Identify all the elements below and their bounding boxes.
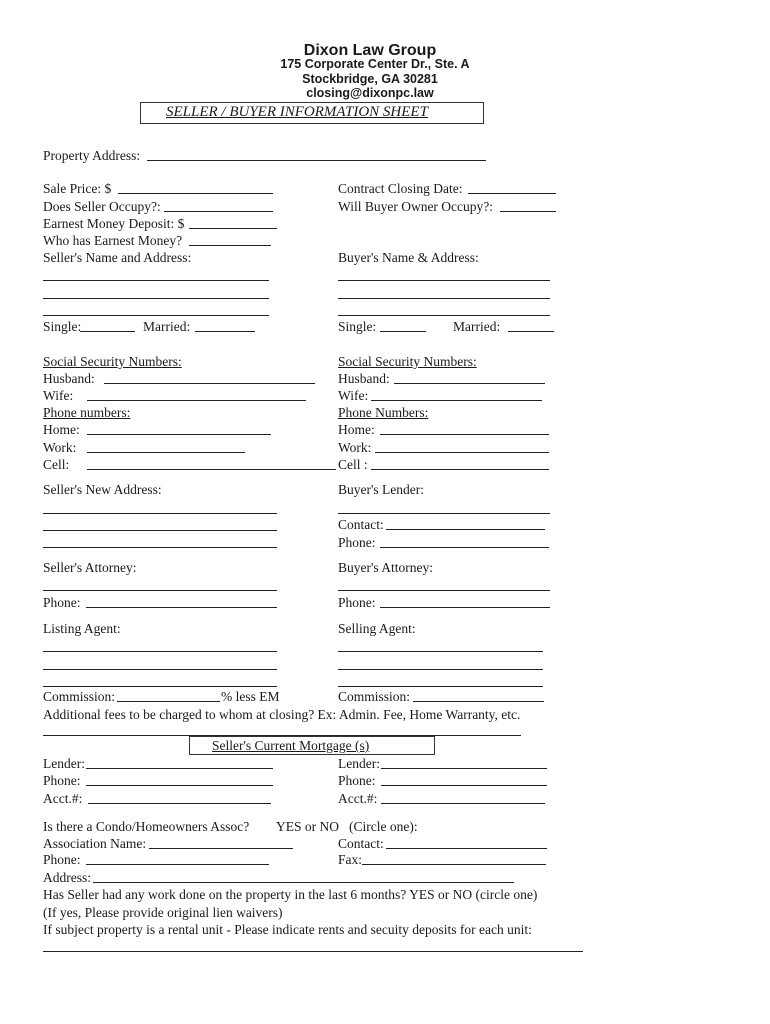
association-contact-field[interactable]	[386, 848, 547, 849]
association-fax-label: Fax:	[338, 852, 363, 867]
seller-name-address-label: Seller's Name and Address:	[43, 250, 192, 265]
seller-cell-field[interactable]	[87, 469, 336, 470]
seller-new-address-line[interactable]	[43, 530, 277, 531]
seller-attorney-label: Seller's Attorney:	[43, 560, 137, 575]
buyer-name-address-label: Buyer's Name & Address:	[338, 250, 479, 265]
buyer-work-label: Work:	[338, 440, 372, 455]
seller-single-field[interactable]	[80, 331, 135, 332]
buyer-wife-field[interactable]	[371, 400, 542, 401]
selling-agent-label: Selling Agent:	[338, 621, 416, 636]
seller-husband-field[interactable]	[104, 383, 315, 384]
buyer-occupy-label: Will Buyer Owner Occupy?:	[338, 199, 494, 214]
closing-date-label: Contract Closing Date:	[338, 181, 463, 196]
association-address-label: Address:	[43, 870, 91, 885]
who-has-earnest-field[interactable]	[189, 245, 271, 246]
mortgage2-acct-field[interactable]	[381, 803, 545, 804]
firm-name: Dixon Law Group	[303, 42, 437, 59]
buyer-attorney-phone-field[interactable]	[380, 607, 550, 608]
seller-new-address-line[interactable]	[43, 547, 277, 548]
buyer-home-label: Home:	[338, 422, 375, 437]
condo-circle-one: (Circle one):	[349, 819, 418, 834]
buyer-attorney-field[interactable]	[338, 590, 550, 591]
selling-agent-line[interactable]	[338, 686, 543, 687]
buyer-attorney-phone-label: Phone:	[338, 595, 376, 610]
mortgage-heading: Seller's Current Mortgage (s)	[212, 738, 370, 753]
seller-phone-heading: Phone numbers:	[43, 405, 131, 420]
mortgage2-phone-field[interactable]	[381, 785, 547, 786]
buyer-cell-field[interactable]	[371, 469, 549, 470]
buyer-wife-label: Wife:	[338, 388, 369, 403]
listing-agent-line[interactable]	[43, 669, 277, 670]
buyer-ssn-heading: Social Security Numbers:	[338, 354, 477, 369]
selling-agent-line[interactable]	[338, 651, 543, 652]
mortgage1-phone-field[interactable]	[86, 785, 273, 786]
buyer-single-field[interactable]	[380, 331, 426, 332]
seller-address-line[interactable]	[43, 298, 269, 299]
seller-wife-label: Wife:	[43, 388, 74, 403]
mortgage1-phone-label: Phone:	[43, 773, 81, 788]
selling-commission-field[interactable]	[413, 701, 544, 702]
selling-agent-line[interactable]	[338, 669, 543, 670]
buyer-husband-field[interactable]	[394, 383, 545, 384]
mortgage1-acct-field[interactable]	[88, 803, 271, 804]
firm-email: closing@dixonpc.law	[306, 86, 434, 100]
listing-commission-field[interactable]	[117, 701, 220, 702]
firm-address-line2: Stockbridge, GA 30281	[302, 72, 438, 86]
mortgage2-lender-field[interactable]	[381, 768, 547, 769]
seller-occupy-field[interactable]	[164, 211, 273, 212]
work-done-question: Has Seller had any work done on the property in the last 6 months? YES or NO (circle one)	[43, 887, 538, 902]
rental-field[interactable]	[43, 951, 583, 952]
buyer-single-label: Single:	[338, 319, 377, 334]
buyer-married-field[interactable]	[508, 331, 554, 332]
sheet-title: SELLER / BUYER INFORMATION SHEET	[166, 104, 428, 120]
listing-agent-line[interactable]	[43, 651, 277, 652]
property-address-field[interactable]	[147, 160, 486, 161]
sale-price-label: Sale Price: $	[43, 181, 112, 196]
seller-married-label: Married:	[143, 319, 191, 334]
sale-price-field[interactable]	[118, 193, 273, 194]
lien-waivers-note: (If yes, Please provide original lien waivers)	[43, 905, 283, 920]
seller-home-label: Home:	[43, 422, 80, 437]
selling-commission-label: Commission:	[338, 689, 411, 704]
association-fax-field[interactable]	[362, 864, 546, 865]
lender-contact-field[interactable]	[386, 529, 545, 530]
lender-contact-label: Contact:	[338, 517, 384, 532]
seller-address-line[interactable]	[43, 280, 269, 281]
buyer-lender-field[interactable]	[338, 513, 550, 514]
buyer-work-field[interactable]	[375, 452, 549, 453]
lender-phone-field[interactable]	[380, 547, 549, 548]
seller-husband-label: Husband:	[43, 371, 95, 386]
association-address-field[interactable]	[93, 882, 514, 883]
seller-new-address-label: Seller's New Address:	[43, 482, 162, 497]
seller-single-label: Single:	[43, 319, 82, 334]
closing-date-field[interactable]	[468, 193, 556, 194]
buyer-address-line[interactable]	[338, 280, 550, 281]
earnest-money-field[interactable]	[189, 228, 277, 229]
association-name-field[interactable]	[149, 848, 293, 849]
seller-work-label: Work:	[43, 440, 77, 455]
firm-address-line1: 175 Corporate Center Dr., Ste. A	[280, 57, 470, 71]
buyer-phone-heading: Phone Numbers:	[338, 405, 429, 420]
buyer-lender-label: Buyer's Lender:	[338, 482, 425, 497]
buyer-address-line[interactable]	[338, 315, 550, 316]
seller-wife-field[interactable]	[87, 400, 306, 401]
buyer-cell-label: Cell :	[338, 457, 368, 472]
buyer-home-field[interactable]	[380, 434, 549, 435]
less-em-label: % less EM	[221, 689, 280, 704]
seller-ssn-heading: Social Security Numbers:	[43, 354, 182, 369]
buyer-address-line[interactable]	[338, 298, 550, 299]
association-contact-label: Contact:	[338, 836, 384, 851]
rental-question: If subject property is a rental unit - Please indicate rents and secuity deposits for each unit:	[43, 922, 532, 937]
seller-attorney-phone-field[interactable]	[86, 607, 277, 608]
seller-work-field[interactable]	[87, 452, 245, 453]
mortgage2-acct-label: Acct.#:	[338, 791, 378, 806]
who-has-earnest-label: Who has Earnest Money?	[43, 233, 183, 248]
listing-agent-label: Listing Agent:	[43, 621, 121, 636]
lender-phone-label: Phone:	[338, 535, 376, 550]
buyer-occupy-field[interactable]	[500, 211, 556, 212]
seller-home-field[interactable]	[87, 434, 271, 435]
additional-fees-label: Additional fees to be charged to whom at closing? Ex: Admin. Fee, Home Warranty, etc.	[43, 707, 521, 722]
seller-attorney-field[interactable]	[43, 590, 277, 591]
mortgage2-lender-label: Lender:	[338, 756, 380, 771]
condo-question: Is there a Condo/Homeowners Assoc?	[43, 819, 250, 834]
buyer-married-label: Married:	[453, 319, 501, 334]
mortgage1-lender-label: Lender:	[43, 756, 85, 771]
association-phone-field[interactable]	[86, 864, 269, 865]
association-phone-label: Phone:	[43, 852, 81, 867]
seller-occupy-label: Does Seller Occupy?:	[43, 199, 161, 214]
mortgage2-phone-label: Phone:	[338, 773, 376, 788]
buyer-attorney-label: Buyer's Attorney:	[338, 560, 434, 575]
mortgage1-lender-field[interactable]	[86, 768, 273, 769]
association-name-label: Association Name:	[43, 836, 147, 851]
listing-commission-label: Commission:	[43, 689, 116, 704]
buyer-husband-label: Husband:	[338, 371, 390, 386]
seller-new-address-line[interactable]	[43, 513, 277, 514]
seller-married-field[interactable]	[195, 331, 255, 332]
earnest-money-label: Earnest Money Deposit: $	[43, 216, 185, 231]
mortgage1-acct-label: Acct.#:	[43, 791, 83, 806]
listing-agent-line[interactable]	[43, 686, 277, 687]
seller-address-line[interactable]	[43, 315, 269, 316]
seller-cell-label: Cell:	[43, 457, 70, 472]
condo-yes-no[interactable]: YES or NO	[276, 819, 339, 834]
seller-attorney-phone-label: Phone:	[43, 595, 81, 610]
property-address-label: Property Address:	[43, 148, 141, 163]
